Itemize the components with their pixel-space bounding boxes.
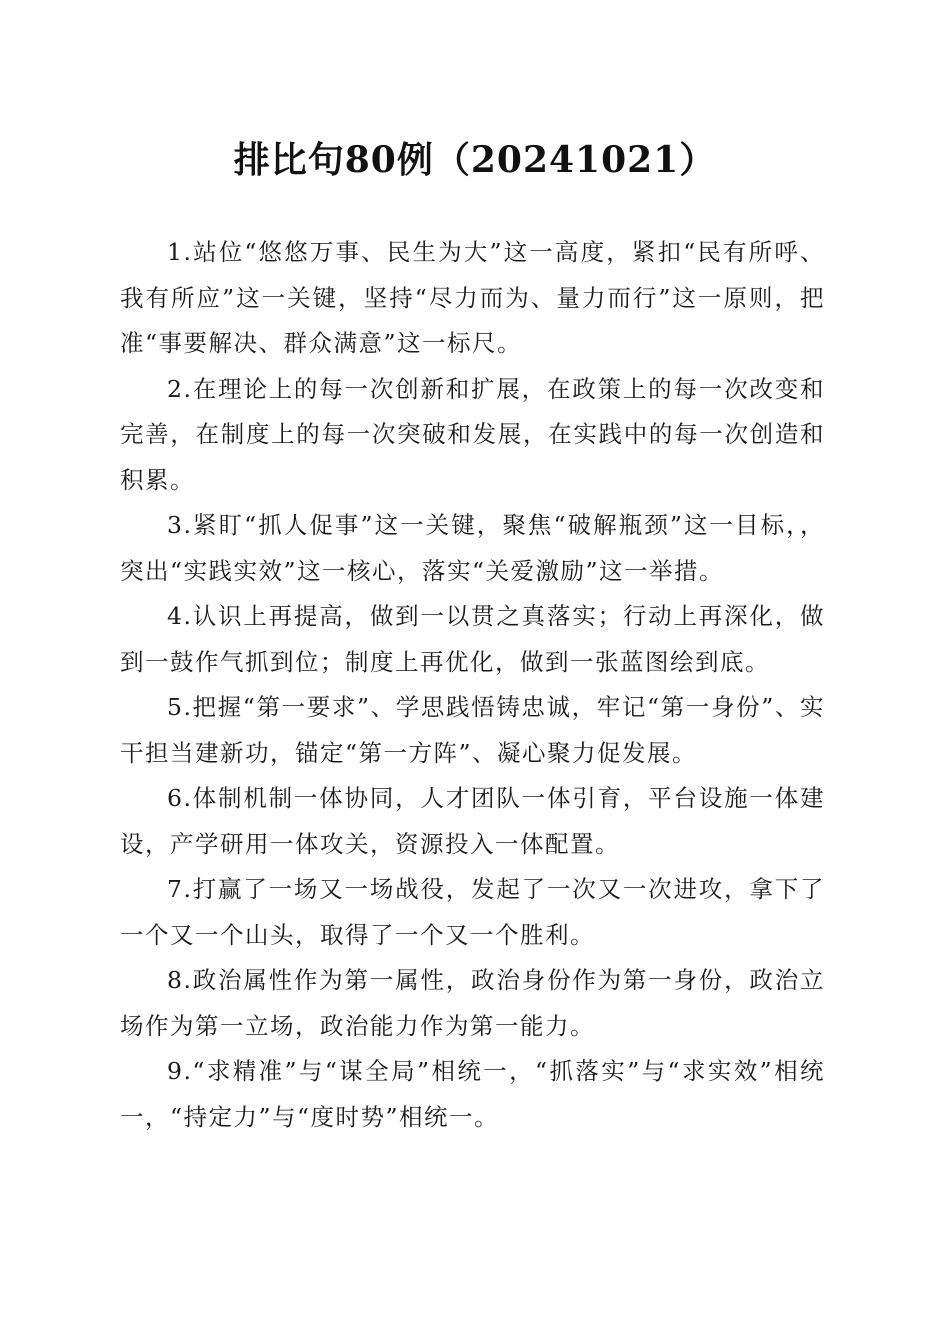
- paragraph-4: 4.认识上再提高，做到一以贯之真落实；行动上再深化，做到一鼓作气抓到位；制度上再优化，做到一张蓝图绘到底。: [120, 602, 825, 676]
- paragraph-1: 1.站位“悠悠万事、民生为大”这一高度，紧扣“民有所呼、我有所应”这一关键，坚持“尽力而为、量力而行”这一原则，把准“事要解决、群众满意”这一标尺。: [120, 238, 825, 357]
- paragraph-3: 3.紧盯“抓人促事”这一关键，聚焦“破解瓶颈”这一目标，，突出“实践实效”这一核心，落实“关爱激励”这一举措。: [120, 511, 825, 585]
- paragraph-8: 8.政治属性作为第一属性，政治身份作为第一身份，政治立场作为第一立场，政治能力作为第一能力。: [120, 966, 825, 1040]
- paragraph-5: 5.把握“第一要求”、学思践悟铸忠诚，牢记“第一身份”、实干担当建新功，锚定“第一方阵”、凝心聚力促发展。: [120, 693, 825, 767]
- paragraph-7: 7.打赢了一场又一场战役，发起了一次又一次进攻，拿下了一个又一个山头，取得了一个又一个胜利。: [120, 875, 825, 949]
- paragraph-9: 9.“求精准”与“谋全局”相统一，“抓落实”与“求实效”相统一，“持定力”与“度时势”相统一。: [120, 1057, 825, 1131]
- paragraph-2: 2.在理论上的每一次创新和扩展，在政策上的每一次改变和完善，在制度上的每一次突破和发展，在实践中的每一次创造和积累。: [120, 374, 825, 494]
- paragraph-6: 6.体制机制一体协同，人才团队一体引育，平台设施一体建设，产学研用一体攻关，资源投入一体配置。: [120, 784, 825, 858]
- document-title: 排比句80例（20241021）: [233, 139, 717, 181]
- document-body: [120, 230, 825, 1140]
